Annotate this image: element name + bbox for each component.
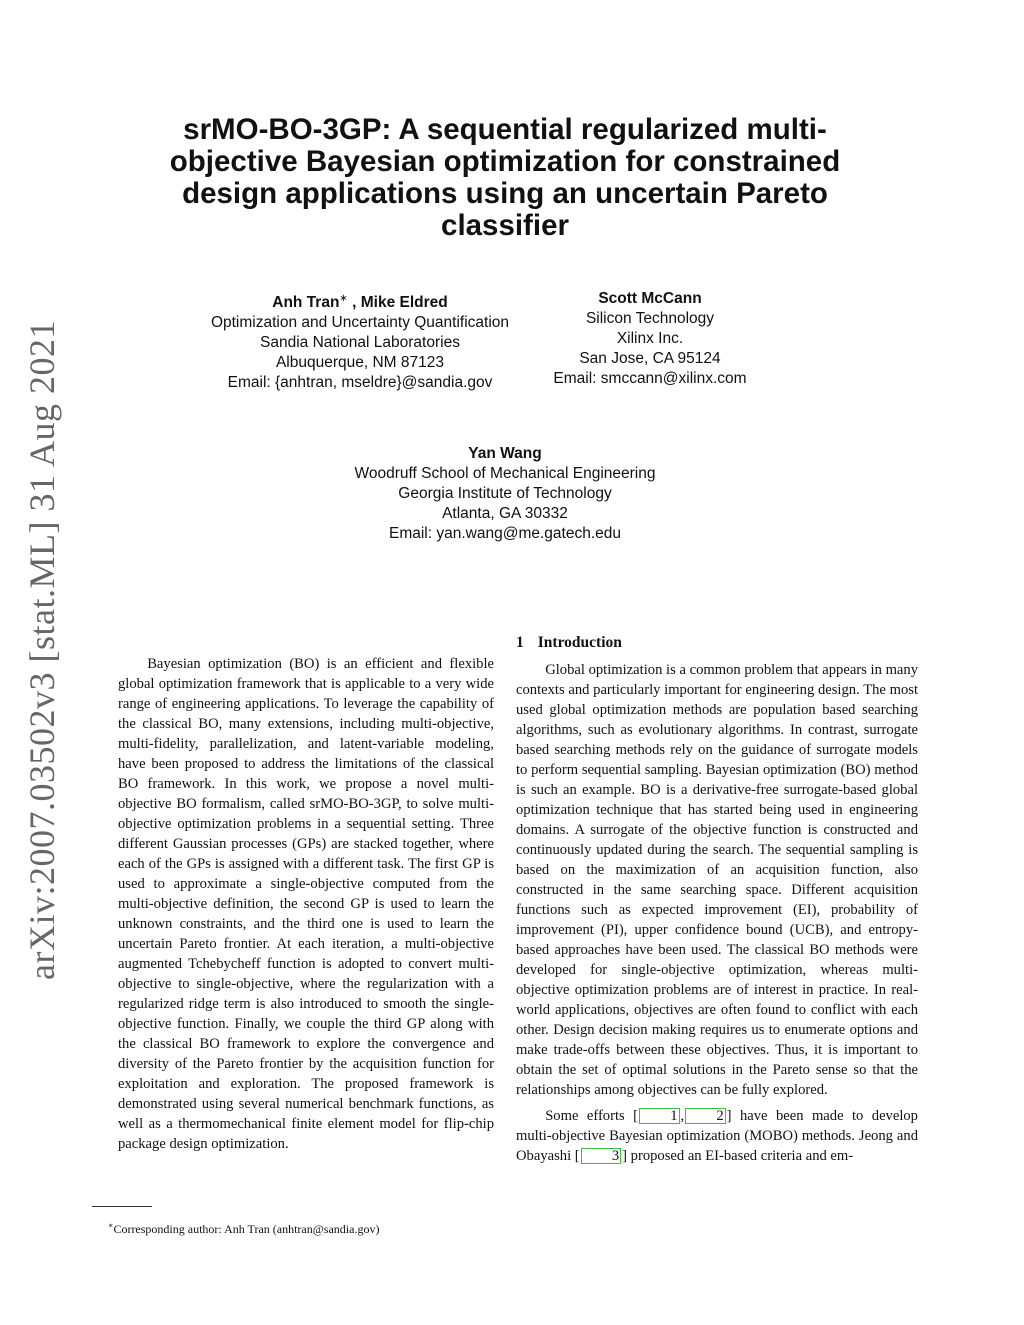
citation-link-3[interactable]: 3: [581, 1148, 621, 1164]
intro-paragraph-1: Global optimization is a common problem that appears in many contexts and particularly important for engineering design. The most used global optimization methods are population based searching algorithms, such as evolutionary algorithms. In contrast, surrogate based searching methods rely on the guidance of surrogate models to perform sequential sampling. Bayesian optimization (BO) method is such an example. BO is a derivative-free surrogate-based global optimization technique that has started being used in engineering domains. A surrogate of the objective function is constructed and continuously updated during the search. The sequential sampling is based on the maximization of an acquisition function, also constructed in the same searching space. Different acquisition functions such as expected improvement (EI), probability of improvement (PI), upper confidence bound (UCB), and entropy-based approaches have been used. The classical BO methods were developed for single-objective optimization, whereas multi-objective optimization problems are of interest in practice. In real-world applications, objectives are often found to conflict with each other. Design decision making requires us to enumerate options and make trade-offs between these objectives. Thus, it is important to obtain the set of optimal solutions in the Pareto sense so that the relationships among objectives can be fully explored.: [516, 662, 918, 1098]
author-block-wang: [305, 444, 705, 544]
affiliation-line: Silicon Technology: [585, 310, 715, 327]
author-block-mccann: [530, 289, 770, 389]
affiliation-line: Sandia National Laboratories: [260, 334, 460, 352]
author-email: Email: yan.wang@me.gatech.edu: [388, 525, 621, 542]
intro-paragraph-2: Some efforts [ 1 , 2 ] have been made to develop multi-objective Bayesian optimization (MOBO) methods. Jeong and Obayashi [ 3 ] proposed an EI-based criteria and em-: [516, 1108, 918, 1164]
introduction-body: [516, 660, 918, 1166]
affiliation-line: Albuquerque, NM 87123: [275, 354, 445, 372]
citation-link-2[interactable]: 2: [685, 1108, 725, 1124]
author-name: Yan Wang: [468, 445, 542, 462]
citation-link-1[interactable]: 1: [639, 1108, 679, 1124]
section-heading-introduction: [516, 634, 622, 652]
affiliation-line: Georgia Institute of Technology: [398, 485, 612, 502]
author-block-tran-eldred: [180, 289, 540, 393]
affiliation-line: San Jose, CA 95124: [579, 350, 721, 367]
affiliation-line: Atlanta, GA 30332: [442, 505, 568, 522]
section-title: Introduction: [537, 634, 622, 651]
author-email: Email: smccann@xilinx.com: [553, 370, 747, 387]
arxiv-side-stamp: arXiv:2007.03502v3 [stat.ML] 31 Aug 2021: [22, 320, 62, 980]
affiliation-line: Optimization and Uncertainty Quantification: [210, 314, 510, 332]
paper-title: srMO-BO-3GP: A sequential regularized multi-objective Bayesian optimization for constrained design applications using an uncertain Pareto classifier: [169, 113, 841, 242]
author-email: Email: {anhtran, mseldre}@sandia.gov: [227, 374, 493, 392]
author-name: Scott McCann: [598, 290, 702, 307]
affiliation-line: Xilinx Inc.: [616, 330, 684, 347]
abstract: Bayesian optimization (BO) is an efficient and flexible global optimization framework that is applicable to a very wide range of engineering applications. To leverage the capability of the classical BO, many extensions, including multi-objective, multi-fidelity, parallelization, and latent-variable modeling, have been proposed to address the limitations of the classical BO framework. In this work, we propose a novel multi-objective BO formalism, called srMO-BO-3GP, to solve multi-objective optimization problems in a sequential setting. Three different Gaussian processes (GPs) are stacked together, where each of the GPs is assigned with a different task. The first GP is used to approximate a single-objective computed from the multi-objective definition, the second GP is used to learn the unknown constraints, and the third one is used to learn the uncertain Pareto frontier. At each iteration, a multi-objective augmented Tchebycheff function is adopted to convert multi-objective to single-objective, where the regularization with a regularized ridge term is also introduced to smooth the single-objective function. Finally, we couple the third GP along with the classical BO framework to explore the convergence and diversity of the Pareto frontier by the acquisition function for exploitation and exploration. The proposed framework is demonstrated using several numerical benchmark functions, as well as a thermomechanical finite element model for flip-chip package design optimization.: [118, 656, 494, 1152]
footnote-rule: [92, 1206, 152, 1207]
author-names: Anh Tran∗ , Mike Eldred: [272, 293, 448, 312]
affiliation-line: Woodruff School of Mechanical Engineering: [354, 465, 656, 482]
footnote: ∗Corresponding author: Anh Tran (anhtran@sandia.gov): [108, 1221, 380, 1236]
section-number: 1: [516, 634, 524, 651]
